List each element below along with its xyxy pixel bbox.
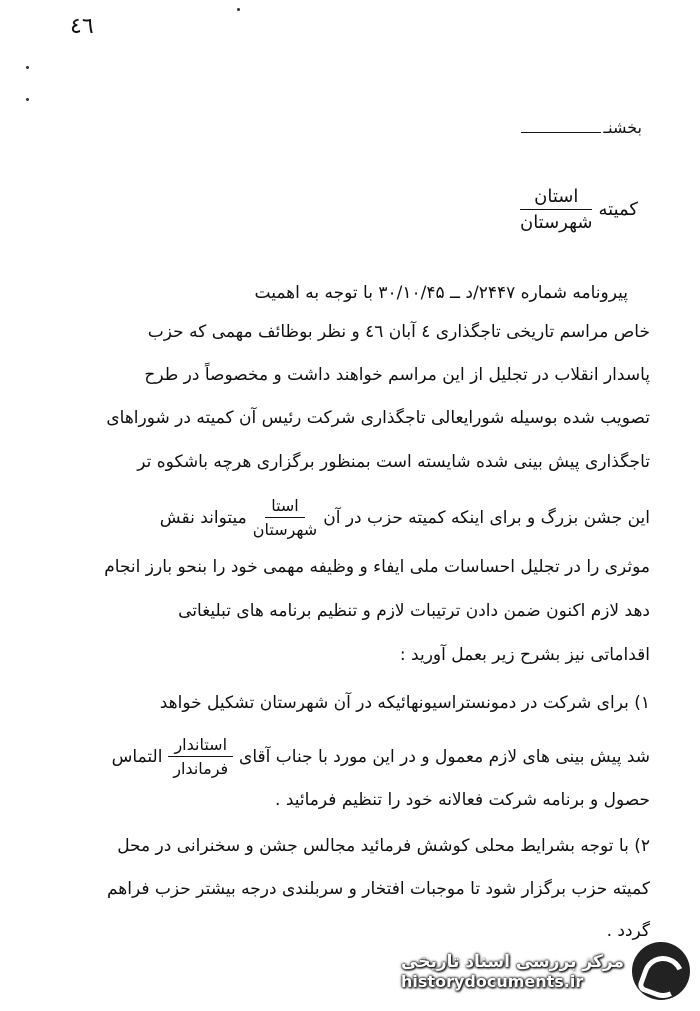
body-line-14: کمیته حزب برگزار شود تا موجبات افتخار و سربلندی درجه بیشتر حزب فراهم [106,879,650,899]
frac-farmandar: فرماندار [173,759,229,778]
inline-fraction-ostan [253,496,317,539]
body-line-7: موثری را در تجلیل احساسات ملی ایفاء و وظیفه مهمی خود را بنحو بارز انجام [104,557,650,577]
body-line-6-start: این جشن بزرگ و برای اینکه کمیته حزب در آن [323,507,650,528]
body-line-9: اقداماتی نیز بشرح زیر بعمل آورید : [399,645,650,665]
frac-ostan: استا [265,496,305,518]
section-label: بخشنـ [603,118,642,137]
body-line-4: تصویب شده بوسیله شورایعالی تاجگذاری شرکت رئیس آن کمیته در شوراهای [106,408,650,428]
body-line-8: دهد لازم اکنون ضمن دادن ترتیبات لازم و تنظیم برنامه های تبلیغاتی [178,601,650,621]
body-line-11 [112,735,650,778]
speck-1 [237,8,240,11]
committee-label: کمیته [598,199,638,220]
speck-2 [26,66,29,69]
inline-fraction-ostandar [168,735,233,778]
frac-shahrestan: شهرستان [252,520,318,539]
watermark-site: historydocuments.ir [401,971,584,991]
committee-heading [518,186,638,233]
body-line-10: ۱) برای شرکت در دمونستراسیونهائیکه در آن شهرستان تشکیل خواهد [159,693,650,713]
body-line-11-end: التماس [111,746,163,767]
body-line-1: پیرونامه شماره ۲۴۴۷/د ــ ۳۰/۱۰/۴۵ با توجه به اهمیت [254,283,628,303]
section-header [521,118,642,137]
body-line-11-start: شد پیش بینی های لازم معمول و در این مورد با جناب آقای [239,746,650,767]
body-line-6 [160,496,650,539]
watermark-title: مرکز بررسی اسناد تاریخی [401,951,624,972]
archive-logo-icon [632,942,690,1000]
body-line-12: حصول و برنامه شرکت فعالانه خود را تنظیم فرمائید . [275,790,650,810]
page-number: ٤٦ [70,14,94,39]
body-line-2: خاص مراسم تاریخی تاجگذاری ٤ آبان ٤٦ و نظر بوظائف مهمی که حزب [147,322,650,342]
body-line-5: تاجگذاری پیش بینی شده شایسته است بمنظور برگزاری هرچه باشکوه تر [137,452,650,472]
committee-ostan: استان [520,186,592,210]
body-line-13: ۲) با توجه بشرایط محلی کوشش فرمائید مجالس جشن و سخنرانی در محل [117,836,650,856]
body-line-6-end: میتواند نقش [159,507,247,528]
speck-3 [26,98,29,101]
watermark [401,942,690,1000]
body-line-3: پاسدار انقلاب در تجلیل از این مراسم خواهند داشت و مخصوصاً در طرح [144,365,650,385]
frac-ostandar: استاندار [168,735,233,757]
committee-fraction [520,186,593,233]
section-underline [521,131,601,133]
watermark-text [401,952,624,991]
committee-shahrestan: شهرستان [519,212,593,233]
body-line-15: گردد . [606,921,650,941]
